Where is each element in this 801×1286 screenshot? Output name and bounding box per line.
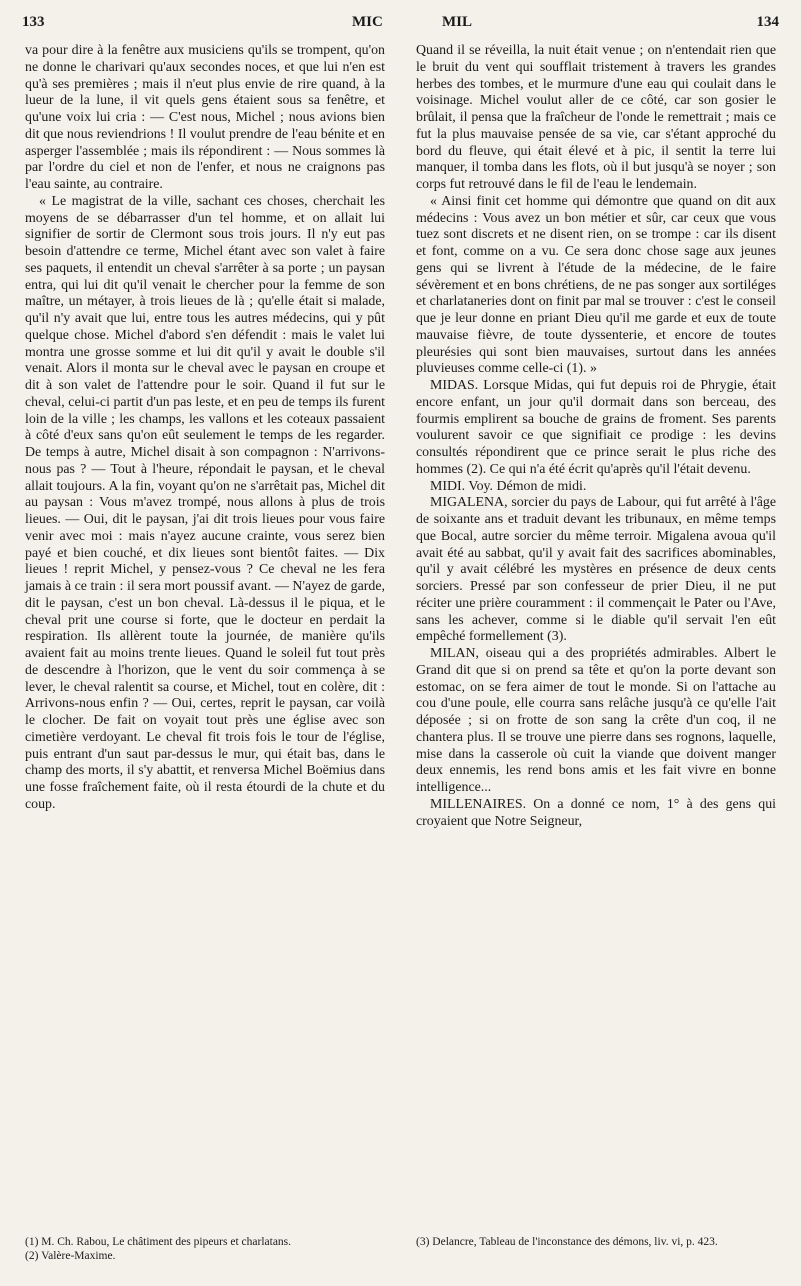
paragraph: « Le magistrat de la ville, sachant ces choses, cherchait les moyens de se débarrasser d'un tel homme, et on allait lui signifier de sortir de Clermont sous trois jours. Il n'y eut pas besoin d'attendre ce terme, Michel étant avec son valet à faire ses paquets, il entendit un cheval s'arrêter à sa porte ; un paysan entra, qui lui dit qu'il venait le chercher pour la femme de son maître, un métayer, à trois lieues de là ; qu'elle était si malade, qu'il n'y avait que lui, entre tous les autres médecins, qui y pût quelque chose. Michel d'abord s'en défendit : mais le valet lui montra une grosse somme et lui dit qu'il y avait le double s'il venait. Alors il monta sur le cheval avec le paysan en croupe et dit à son valet de l'attendre pour le soir. Quand il fut sur le cheval, celui-ci partit d'un pas leste, et en peu de temps ils furent loin de la ville ; les champs, les vallons et les coteaux passaient à côté d'eux sans qu'on eût seulement le temps de les regarder. De temps à autre, Michel disait à son compagnon : N'arrivons-nous pas ? — Tout à l'heure, répondait le paysan, et le cheval allait toujours. A la fin, voyant qu'on ne s'arrêtait pas, Michel dit au paysan : Vous m'avez trompé, nous allons à plus de trois lieues. — Oui, dit le paysan, j'ai dit trois lieues pour vous faire venir avec moi : mais n'ayez aucune crainte, vous serez bien payé et bien couché, et dix lieues sont bientôt faites. — Dix lieues ! reprit Michel, y pensez-vous ? Ce cheval ne les fera jamais à ce train : il sera mort poussif avant. — N'ayez de garde, dit le paysan, c'est un bon cheval. Là-dessus il le piqua, et le cheval prit une course si forte, que le docteur en perdait la respiration. Ils allèrent toute la journée, de manière qu'ils avaient fait au moins trente lieues. Quand le soleil fut tout près de descendre à l'horizon, que le vent du soir commença à se lever, le cheval ralentit sa course, et Michel, tout en colère, dit : Arrivons-nous enfin ? — Oui, certes, reprit le paysan, car voilà le clocher. De fait on voyait tout près une église avec son cimetière verdoyant. Le cheval fit trois fois le tour de l'église, puis entrant d'un saut par-dessus le mur, qui était bas, dans le champ des morts, il s'y abattit, et renversa Michel Boëmius dans une fosse fraîchement faite, où il resta étourdi de la chute et du coup. bbox=[25, 193, 385, 812]
running-header bbox=[22, 14, 779, 36]
right-column bbox=[416, 43, 776, 830]
footnote: (1) M. Ch. Rabou, Le châtiment des pipeurs et charlatans. bbox=[25, 1236, 292, 1248]
left-running-head: MIC bbox=[352, 14, 383, 30]
paragraph: Quand il se réveilla, la nuit était venue ; on n'entendait rien que le bruit du vent qui soufflait tristement à travers les grandes herbes des tombes, et le murmure d'une eau qui coulait dans le voisinage. Michel voulut aller de ce côté, car son gosier le brûlait, il pensa que la fraîcheur de l'onde le remettrait ; mais ce fut la plus mauvaise pensée de sa vie, car s'étant approché du bord du fleuve, qui était élevé et à pic, il sentit la terre lui manquer, il tomba dans les flots, où il but jusqu'à se noyer ; son corps fut retrouvé dans le fil de l'eau le lendemain. bbox=[416, 43, 776, 192]
footnote: (3) Delancre, Tableau de l'inconstance des démons, liv. vi, p. 423. bbox=[416, 1236, 718, 1248]
left-column bbox=[25, 43, 385, 814]
paragraph: « Ainsi finit cet homme qui démontre que quand on dit aux médecins : Vous avez un bon métier et sûr, car ceux que vous tuez sont discrets et ne disent rien, on se trompe : car ils disent et font, comme on a vu. Ce sera donc chose sage aux jeunes gens qui se livrent à l'étude de la médecine, de le faire sévèrement et en bons chrétiens, de ne pas songer aux sortiléges et charlataneries dont on finit par mal se trouver : c'est le conseil que je leur donne en priant Dieu qu'il me garde et eux de toute mauvaise fièvre, de toute dyssenterie, et encore de toutes pleurésies qui sont bien mauvaises, surtout dans les années pluvieuses comme celle-ci (1). » bbox=[416, 193, 776, 377]
entry-midi: MIDI. Voy. Démon de midi. bbox=[430, 478, 587, 494]
paragraph: va pour dire à la fenêtre aux musiciens qu'ils se trompent, qu'on ne donne le charivari qu'aux secondes noces, et que lui n'en est qu'à ses premières ; mais il n'eut plus envie de rire quand, à la lueur de la lune, il vit quels gens étaient sous sa fenêtre, et qu'une voix lui cria : — C'est nous, Michel ; nous avions bien dit que nous reviendrions ! Il voulut prendre de l'eau bénite et en asperger l'assemblée ; mais ils répondirent : — Nous sommes là par l'ordre du ciel et non de l'enfer, et nous ne craignons pas l'eau sainte, au contraire. bbox=[25, 43, 385, 192]
entry-migalena: MIGALENA, sorcier du pays de Labour, qui fut arrêté à l'âge de soixante ans et traduit devant les tribunaux, en même temps que Bocal, autre sorcier du même terroir. Migalena avoua qu'il avait été au sabbat, qu'il y avait fait des sacrifices abominables, qu'il y avait célébré les mystères en présence de deux cents sorciers. Pressé par son confesseur de prier Dieu, il ne put réciter une prière couramment : il commençait le Pater ou l'Ave, sans les achever, comme si le diable qu'il servait l'en eût empêché formellement (3). bbox=[416, 495, 776, 645]
left-page-number: 133 bbox=[22, 14, 45, 30]
entry-millenaires: MILLENAIRES. On a donné ce nom, 1° à des gens qui croyaient que Notre Seigneur, bbox=[416, 796, 776, 829]
entry-milan: MILAN, oiseau qui a des propriétés admirables. Albert le Grand dit que si on prend sa tête et qu'on la porte devant son estomac, on se fera aimer de tout le monde. Si on l'attache au cou d'une poule, elle courra sans relâche jusqu'à ce qu'elle l'ait déposée ; si on frotte de son sang la crête d'un coq, il ne chantera plus. Il se trouve une pierre dans ses rognons, laquelle, mise dans la casserole où cuit la viande que doivent manger deux ennemis, les rend bons amis et les fait vivre en bonne intelligence... bbox=[416, 646, 776, 795]
footnote: (2) Valère-Maxime. bbox=[25, 1250, 116, 1262]
footnotes-right bbox=[416, 1235, 776, 1249]
entry-midas: MIDAS. Lorsque Midas, qui fut depuis roi de Phrygie, était encore enfant, un jour qu'il dormait dans son berceau, des fourmis emplirent sa bouche de grains de froment. Ses parents voulurent savoir ce que signifiait ce prodige : les devins consultés répondirent que ce prince serait le plus riche des hommes (2). Ce qui n'a été écrit qu'après qu'il l'était devenu. bbox=[416, 378, 776, 477]
right-page-number: 134 bbox=[756, 14, 779, 30]
footnotes-left bbox=[25, 1235, 385, 1263]
right-running-head: MIL bbox=[442, 14, 472, 30]
